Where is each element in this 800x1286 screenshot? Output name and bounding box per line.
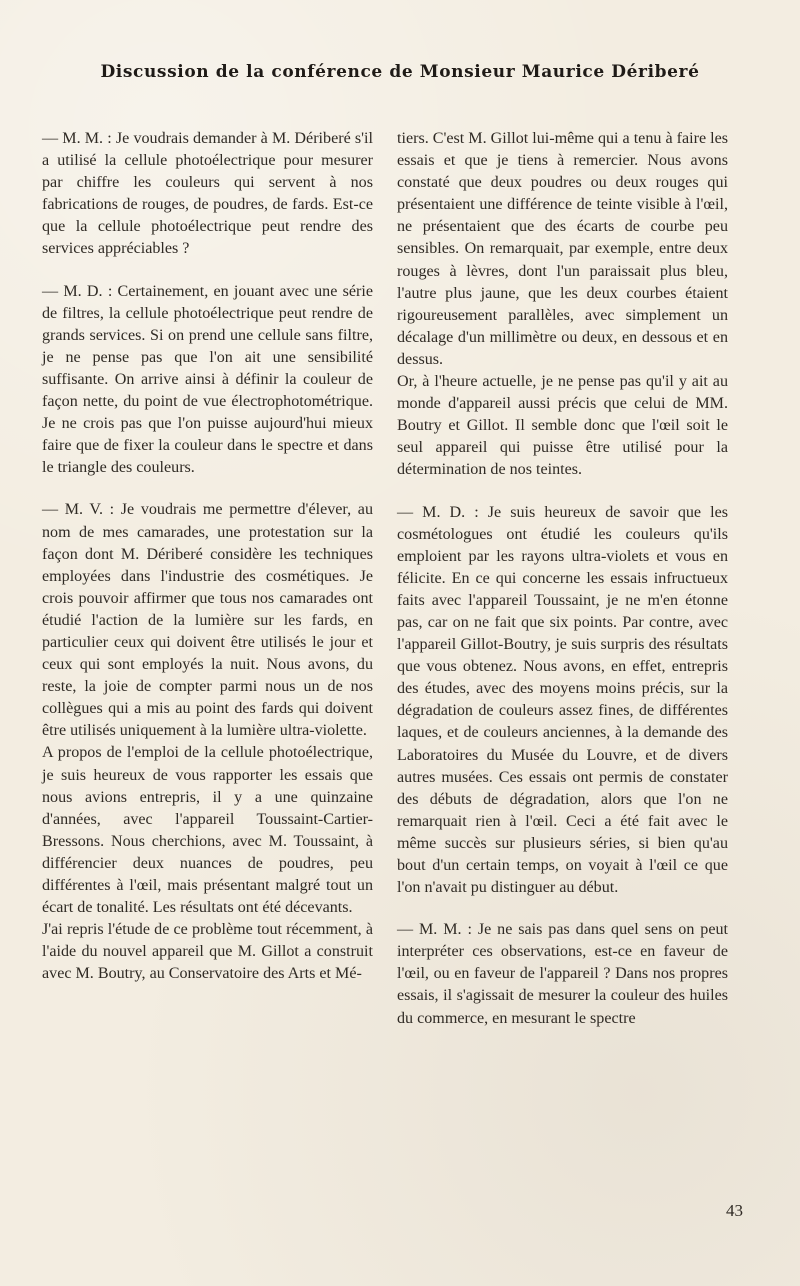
paragraph-right-1: tiers. C'est M. Gillot lui-même qui a tenu à faire les essais et que je tiens à remercier. Nous avons constaté que deux poudres ou deux rouges qui présentaient une différence de teinte visible à l'œil, ne présentaient que des écarts de courbe peu sensibles. On remarquait, par exemple, entre deux rouges à lèvres, dont l'un paraissait plus bleu, l'autre plus jaune, que les deux courbes étaient rigoureusement parallèles, avec simplement un décalage d'un millimètre ou deux, en dessous et en dessus. (397, 130, 728, 368)
page-number: 43 (726, 1201, 743, 1220)
paragraph-left-4: A propos de l'emploi de la cellule photoélectrique, je suis heureux de vous rapporter les essais que nous avions entrepris, il y a une quinzaine d'années, avec l'appareil Toussaint-Cartier-Bressons. Nous cherchions, avec M. Toussaint, à différencier deux nuances de poudres, peu différentes à l'œil, mais présentant malgré tout un écart de tonalité. Les résultats ont été décevants. (42, 744, 373, 917)
paragraph-right-3: — M. D. : Je suis heureux de savoir que les cosmétologues ont étudié les couleurs qu'ils emploient par les rayons ultra-violets et vous en félicite. En ce qui concerne les essais infructueux faits avec l'appareil Toussaint, je ne m'en étonne pas, car on ne fait que six points. Par contre, avec l'appareil Gillot-Boutry, je suis surpris des résultats que vous obtenez. Nous avons, en effet, entrepris des études, avec des moyens moins précis, sur la dégradation de couleurs assez fines, de différentes laques, et de couleurs anciennes, à la demande des Laboratoires du Musée du Louvre, et de divers autres musées. Ces essais ont permis de constater des débuts de dégradation, alors que l'on ne remarquait rien à l'œil. Ceci a été fait avec le même succès sur plusieurs séries, si bien qu'au bout d'un certain temps, on voyait à l'œil ce que l'on n'avait pu distinguer au début. (397, 503, 728, 897)
paragraph-left-5: J'ai repris l'étude de ce problème tout récemment, à l'aide du nouvel appareil que M. Gillot a construit avec M. Boutry, au Conservatoire des Arts et Mé- (42, 921, 373, 983)
paragraph-left-1: — M. M. : Je voudrais demander à M. Dériberé s'il a utilisé la cellule photoélectrique pour mesurer par chiffre les couleurs qui servent à nos fabrications de rouges, de poudres, de fards. Est-ce que la cellule photoélectrique peut rendre des services appréciables ? (42, 130, 373, 258)
right-text-column (397, 128, 728, 1030)
paragraph-left-2: — M. D. : Certainement, en jouant avec une série de filtres, la cellule photoélectrique peut rendre de grands services. Si on prend une cellule sans filtre, je ne pense pas que l'on ait une sensibilité suffisante. On arrive ainsi à définir la couleur de façon nette, du point de vue électrophotométrique. Je ne crois pas que l'on puisse aujourd'hui mieux faire que de fixer la couleur dans le spectre et dans le triangle des couleurs. (42, 282, 373, 477)
paragraph-right-4: — M. M. : Je ne sais pas dans quel sens on peut interpréter ces observations, est-ce en faveur de l'œil, ou en faveur de l'appareil ? Dans nos propres essais, il s'agissait de mesurer la couleur des huiles du commerce, en mesurant le spectre (397, 921, 728, 1027)
page-title: Discussion de la conférence de Monsieur Maurice Dériberé (100, 62, 700, 82)
paragraph-right-2: Or, à l'heure actuelle, je ne pense pas qu'il y ait au monde d'appareil aussi précis que celui de MM. Boutry et Gillot. Il semble donc que l'œil soit le seul appareil qui puisse être utilisé pour la détermination de nos teintes. (397, 373, 728, 479)
left-text-column (42, 128, 373, 985)
paragraph-left-3: — M. V. : Je voudrais me permettre d'élever, au nom de mes camarades, une protestation sur la façon dont M. Dériberé considère les techniques employées dans l'industrie des cosmétiques. Je crois pouvoir affirmer que tous nos camarades ont étudié l'action de la lumière sur les fards, en particulier ceux qui doivent être utilisés le jour et ceux qui sont employés la nuit. Nous avons, du reste, la joie de compter parmi nous un de nos collègues qui a mis au point des fards qui doivent être utilisés uniquement à la lumière ultra-violette. (42, 501, 373, 740)
